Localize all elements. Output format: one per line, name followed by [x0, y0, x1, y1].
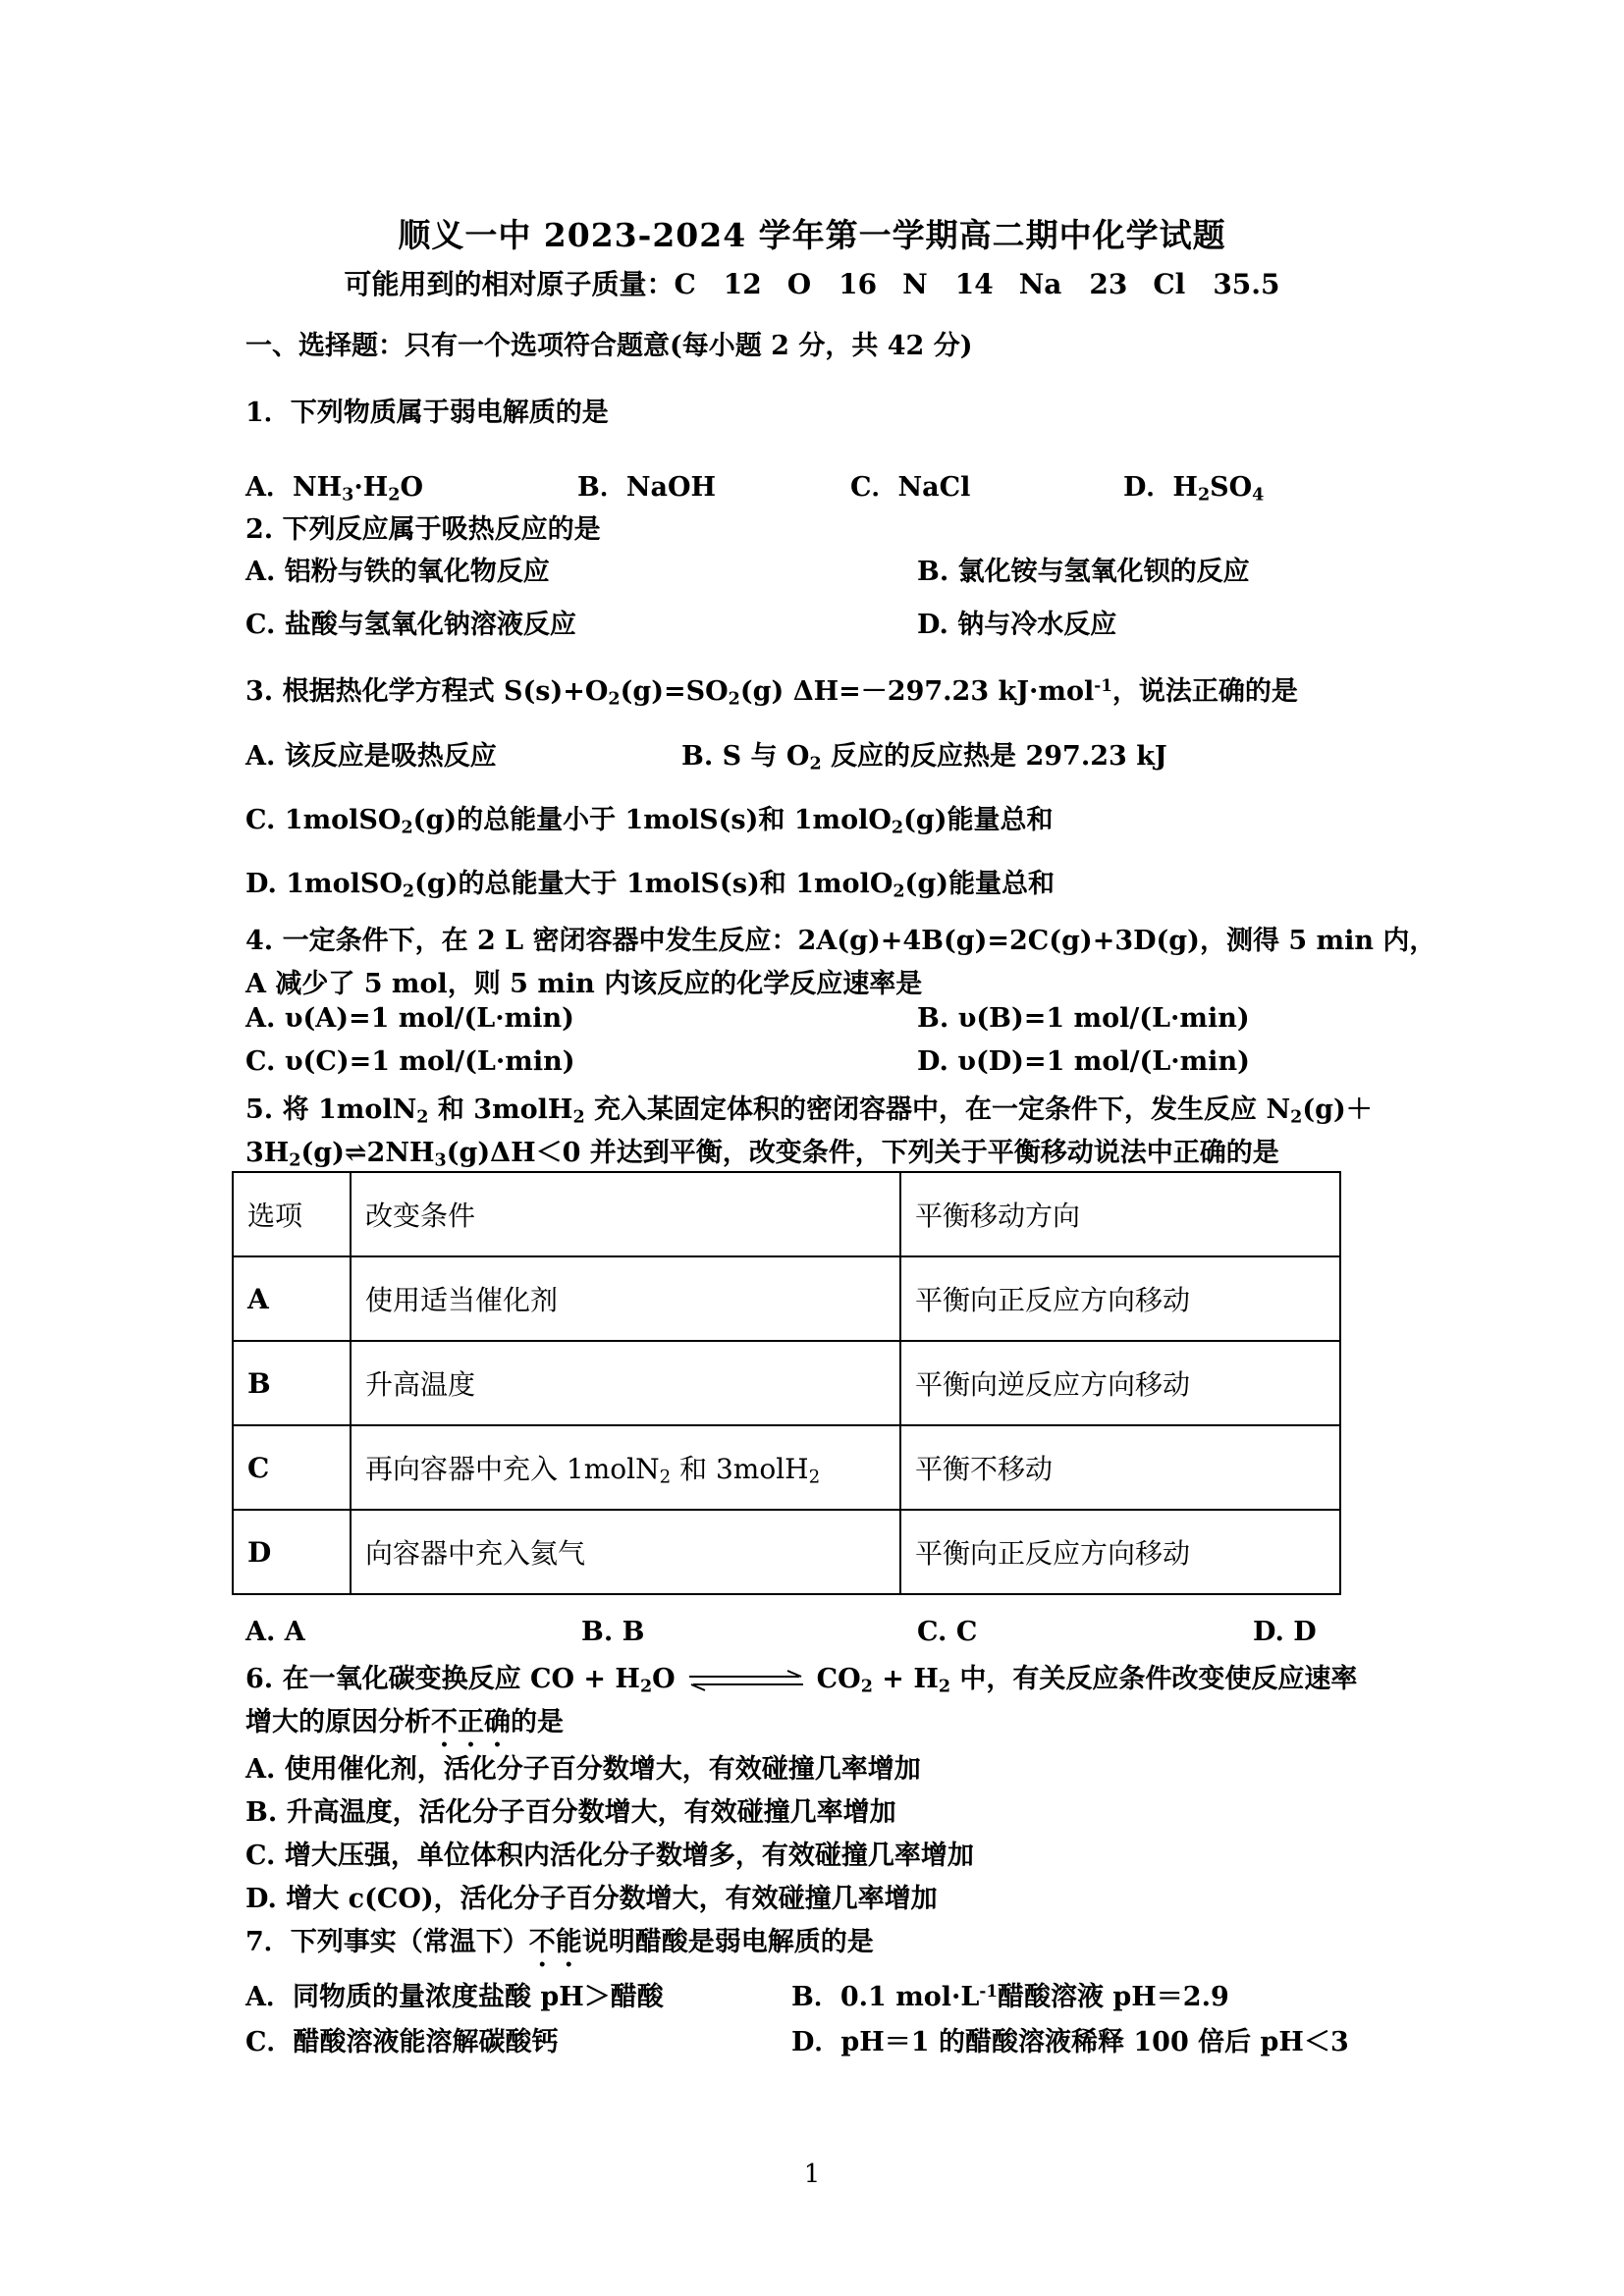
mass-n: N 14 [902, 268, 994, 300]
q2-option-d: D. 钠与冷水反应 [917, 610, 1117, 640]
table-cell-option: A [233, 1256, 351, 1341]
q6-stem-line2: 增大的原因分析不正确的是 [245, 1707, 564, 1737]
emphasis-text: 不能 [528, 1927, 582, 1957]
table-cell-direction: 平衡向正反应方向移动 [900, 1510, 1340, 1594]
q1-option-c: C．NaCl [850, 472, 971, 503]
table-cell-condition: 使用适当催化剂 [351, 1256, 900, 1341]
table-cell-direction: 平衡不移动 [900, 1425, 1340, 1510]
q7-option-b: B．0.1 $mol\cdot L^{-1}$醋酸溶液 pH＝2.9 [791, 1980, 1229, 2012]
q7-stem: 7．下列事实（常温下）不能说明醋酸是弱电解质的是 [245, 1927, 874, 1957]
q4-stem-line1: 4. 一定条件下，在 2 L 密闭容器中发生反应：2A(g)+4B(g)=2C(g)+3D(g)，测得 5 min 内， [245, 926, 1436, 956]
table-cell-condition: 升高温度 [351, 1341, 900, 1425]
mass-o: O 16 [786, 268, 878, 300]
q3-stem: 3. 根据热化学方程式 $S(s)+O_2(g)=SO_2(g)$ ΔH=－297.23 kJ·mol$^{-1}$，说法正确的是 [245, 674, 1298, 710]
equilibrium-arrow-icon [683, 1669, 809, 1692]
table-cell-direction: 平衡向正反应方向移动 [900, 1256, 1340, 1341]
q1-option-b: B．NaOH [577, 472, 717, 503]
q4-option-b: B. υ(B)=1 mol/(L·min) [917, 1003, 1250, 1034]
mass-na: Na 23 [1018, 268, 1128, 300]
table-header-row [233, 1172, 1340, 1256]
mass-c: C 12 [674, 268, 762, 300]
q7-option-a: A．同物质的量浓度盐酸 pH＞醋酸 [245, 1982, 664, 2012]
q6-option-d: D. 增大 c(CO)，活化分子百分数增大，有效碰撞几率增加 [245, 1884, 938, 1914]
q6-option-a: A. 使用催化剂，活化分子百分数增大，有效碰撞几率增加 [245, 1754, 921, 1785]
table-cell-option: C [233, 1425, 351, 1510]
q2-option-c: C. 盐酸与氢氧化钠溶液反应 [245, 610, 576, 640]
q4-option-a: A. υ(A)=1 mol/(L·min) [245, 1003, 574, 1034]
q3-option-c: C. 1molSO$_2$(g)的总能量小于 1molS(s)和 1molO$_2$(g)能量总和 [245, 805, 1054, 838]
q3-option-a: A. 该反应是吸热反应 [245, 741, 497, 772]
q5-stem-line1: 5. 将 1molN$_2$ 和 3molH$_2$ 充入某固定体积的密闭容器中，在一定条件下，发生反应 $N_2(g)+$ [245, 1095, 1373, 1128]
q3-option-b: B. S 与 $O_2$ 反应的反应热是 297.23 kJ [681, 741, 1167, 774]
q5-answer-d: D. D [1253, 1617, 1317, 1647]
q6-stem-line1: 6. 在一氧化碳变换反应 CO + $H_2O$ $CO_2 + H_2$ 中，有关反应条件改变使反应速率 [245, 1664, 1358, 1697]
q2-option-a: A. 铝粉与铁的氧化物反应 [245, 557, 550, 587]
table-cell-direction: 平衡向逆反应方向移动 [900, 1341, 1340, 1425]
table-cell-condition: 再向容器中充入 1molN$_2$ 和 3molH$_2$ [351, 1425, 900, 1510]
q5-answer-c: C. C [917, 1617, 978, 1647]
table-header-cell: 改变条件 [351, 1172, 900, 1256]
q5-answer-a: A. A [245, 1617, 305, 1647]
q4-option-c: C. υ(C)=1 mol/(L·min) [245, 1046, 575, 1077]
q2-stem: 2. 下列反应属于吸热反应的是 [245, 514, 601, 545]
q4-option-d: D. υ(D)=1 mol/(L·min) [917, 1046, 1250, 1077]
section-heading: 一、选择题：只有一个选项符合题意(每小题 2 分，共 42 分) [245, 331, 973, 361]
q4-stem-line2: A 减少了 5 mol，则 5 min 内该反应的化学反应速率是 [245, 969, 923, 999]
table-row [233, 1256, 1340, 1341]
table-row [233, 1425, 1340, 1510]
atomic-masses-label: 可能用到的相对原子质量： [344, 268, 675, 300]
q5-answer-b: B. B [581, 1617, 645, 1647]
table-row [233, 1510, 1340, 1594]
page-title: 顺义一中 2023-2024 学年第一学期高二期中化学试题 [398, 216, 1226, 254]
table-cell-option: D [233, 1510, 351, 1594]
table-cell-option: B [233, 1341, 351, 1425]
q6-option-c: C. 增大压强，单位体积内活化分子数增多，有效碰撞几率增加 [245, 1841, 974, 1871]
atomic-masses [0, 263, 1624, 302]
emphasis-text: 不正确 [431, 1707, 511, 1737]
q7-option-c: C．醋酸溶液能溶解碳酸钙 [245, 2027, 559, 2057]
q1-option-a: A．$NH_3\cdot H_2O$ [245, 472, 423, 506]
q3-option-d: D. 1molSO$_2$(g)的总能量大于 1molS(s)和 1molO$_2$(g)能量总和 [245, 869, 1055, 902]
q1-option-d: D．$H_2SO_4$ [1123, 472, 1265, 506]
page-number: 1 [803, 2160, 821, 2189]
table-header-cell: 平衡移动方向 [900, 1172, 1340, 1256]
q7-option-d: D．pH＝1 的醋酸溶液稀释 100 倍后 pH＜3 [791, 2027, 1349, 2057]
table-row [233, 1341, 1340, 1425]
table-header-cell: 选项 [233, 1172, 351, 1256]
q5-stem-line2: $3H_2(g)\rightleftharpoons 2NH_3(g)\Delta H<0$ 并达到平衡，改变条件，下列关于平衡移动说法中正确的是 [245, 1138, 1279, 1171]
q5-table [232, 1171, 1341, 1595]
q2-option-b: B. 氯化铵与氢氧化钡的反应 [917, 557, 1250, 587]
q1-stem: 1．下列物质属于弱电解质的是 [245, 398, 609, 428]
mass-cl: Cl 35.5 [1153, 268, 1280, 300]
table-cell-condition: 向容器中充入氦气 [351, 1510, 900, 1594]
q6-option-b: B. 升高温度，活化分子百分数增大，有效碰撞几率增加 [245, 1797, 896, 1828]
